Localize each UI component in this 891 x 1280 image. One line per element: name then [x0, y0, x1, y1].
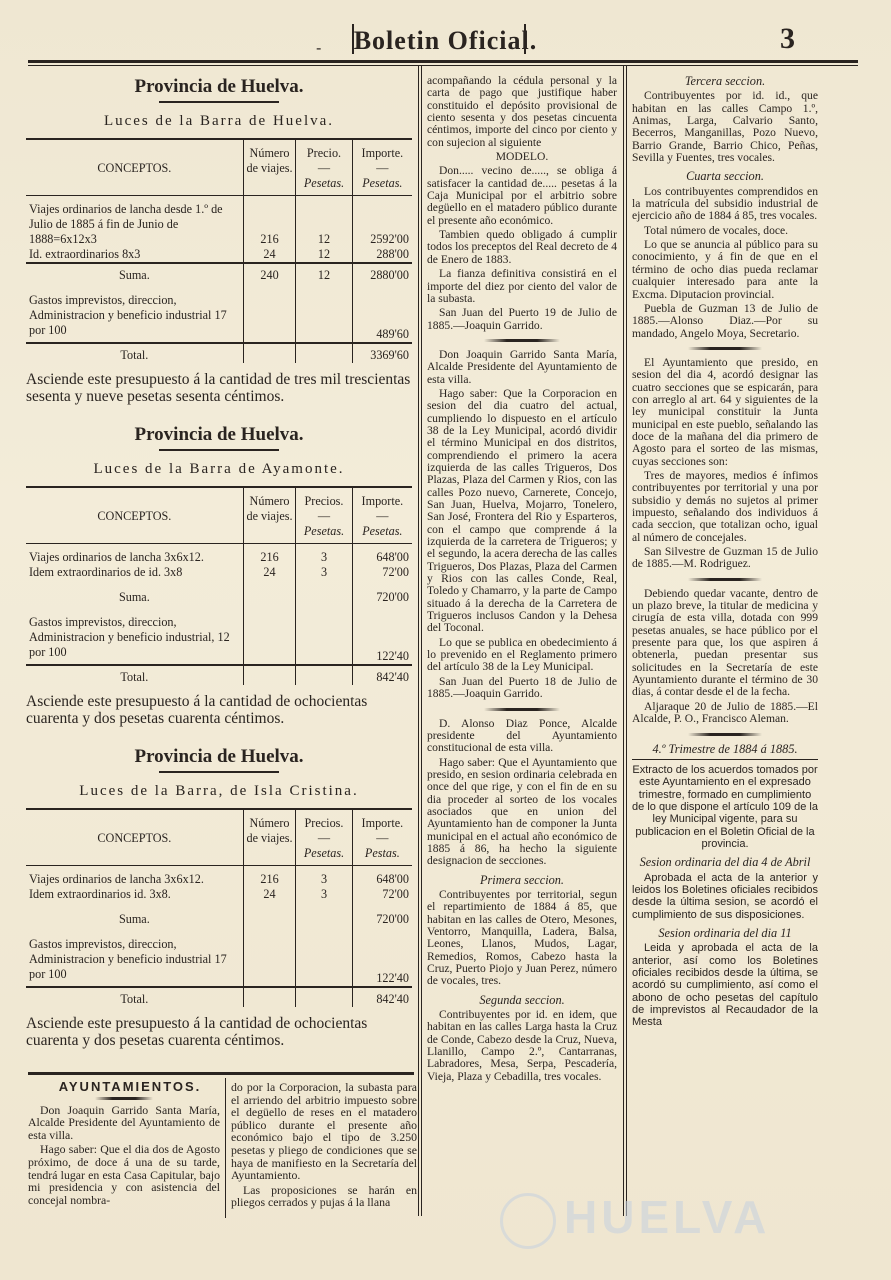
- budget-table: [26, 488, 412, 685]
- budget-summary: Asciende este presupuesto á la cantidad de ochocientas cuarenta y dos pesetas cuarenta céntimos.: [26, 693, 368, 727]
- column-divider-2b: [626, 66, 627, 1216]
- table-row: Viajes ordinarios de lancha 3x6x12. 216 3 648'00: [26, 866, 412, 888]
- col-amount-header: Importe. — Pesetas.: [352, 140, 412, 196]
- page-title: Boletin Oficial.: [353, 26, 538, 55]
- subcolumn-divider: [225, 1078, 226, 1218]
- total-row: Total. 3369'60: [26, 343, 412, 363]
- section-subtitle: Luces de la Barra, de Isla Cristina.: [79, 783, 359, 799]
- section-rule: [28, 1072, 414, 1075]
- header-dash: -: [316, 38, 322, 57]
- column-divider-1: [418, 66, 419, 1216]
- col-amount-header: Importe. — Pestas.: [352, 810, 412, 866]
- col-price-header: Precios. — Pesetas.: [296, 488, 352, 544]
- gastos-row: Gastos imprevistos, direccion, Administracion y beneficio industrial, 12 por 100 122'40: [26, 615, 412, 665]
- suma-row: Suma. 240 12 2880'00: [26, 263, 412, 293]
- section-heading: Primera seccion.: [479, 872, 564, 887]
- column-3: Tercera seccion. Contribuyentes por id. id., que habitan en las calles Campo 1.º, Animas, Larga, Calvario Santo, Becerros, Manganillas, Pozo Nuevo, Barrio Grande, Barrio Chico, Peñas, Sevilla y Fuentes, tres vocales. Cuarta seccion. Los contribuyentes comprendidos en la matrícula del subsidio industrial de ejercicio año de 1884 á 85, tres vocales. Total número de vocales, doce. Lo que se anuncia al público para su conocimiento, y á fin de que en el término de ocho dias pueda reclamar cualquier interesado para ante la Excma. Diputacion provincial. Puebla de Guzman 13 de Julio de 1885.—Alonso Diaz.—Por su mandado, Angelo Moya, Secretario. El Ayuntamiento que presido, en sesion del dia 4, acordó designar las cuatro secciones que se espicarán, para con arreglo al art. 64 y siguientes de la ley municipal constituir la Junta municipal en este pueblo, señalando las doce de la mañana del dia primero de Agosto para el sorteo de las mismas, cuyas secciones son: Tres de mayores, medios é ínfimos contribuyentes por territorial y una por subsidio y demás no sujetos al primer impuesto, señalando dos individuos á cada seccion, que totalizan ocho, igual al número de concejales. San Silvestre de Guzman 15 de Julio de 1885.—M. Rodriguez. Debiendo quedar vacante, dentro de un plazo breve, la titular de medicina y cirugía de esta villa, dotada con 999 pesetas anuales, se hace público por el presente para que, los que aspiren á obtenerla, puedan presentar sus solicitudes en la Secretaría de este Ayuntamiento durante el término de 30 dias, á contar desde el de la fecha. Aljaraque 20 de Julio de 1885.—El Alcalde, P. O., Francisco Aleman. 4.º Trimestre de 1884 á 1885. Extracto de los acuerdos tomados por este Ayuntamiento en el expresado trimestre, formado en cumplimiento de lo que dispone el artículo 109 de la ley Municipal vigente, para su publicacion en el Boletin Oficial de la provincia. Sesion ordinaria del dia 4 de Abril Aprobada el acta de la anterior y leidos los Boletines oficiales recibidos desde la última sesion, se acordó el cumplimiento de sus disposiciones. Sesion ordinaria del dia 11 Leida y aprobada el acta de la anterior, así como los Boletines oficiales recibidos desde la última, se acordó su cumplimiento, así como el abono de ocho pesetas del capítulo de imprevistos al Recaudador de la Mesta: [632, 74, 818, 1029]
- col-amount-header: Importe. — Pesetas.: [352, 488, 412, 544]
- budget-summary: Asciende este presupuesto á la cantidad de tres mil trescientas sesenta y nueve pesetas sesenta céntimos.: [26, 371, 411, 405]
- section-heading: Sesion ordinaria del dia 4 de Abril: [639, 855, 811, 870]
- table-row: Idem extraordinarios de id. 3x8 24 3 72'00: [26, 565, 412, 580]
- column-2: acompañando la cédula personal y la carta de pago que justifique haber constituido el depósito provisional de ciento sesenta y dos pesetas cincuenta céntimos, importe del cinco por ciento y con sujecion al siguiente MODELO. Don..... vecino de....., se obliga á satisfacer la cantidad de..... pesetas á la Caja Municipal por el arbitrio sobre degüello en el matadero público durante el presente año económico. Tambien quedo obligado á cumplir todos los preceptos del Real decreto de 4 de Enero de 1883. La fianza definitiva consistirá en el importe del diez por ciento del valor de la subasta. San Juan del Puerto 19 de Julio de 1885.—Joaquin Garrido. Don Joaquin Garrido Santa María, Alcalde Presidente del Ayuntamiento de esta villa. Hago saber: Que la Corporacion en sesion del dia cuatro del actual, cumpliendo lo dispuesto en el artículo 38 de la Ley Municipal, acordó dividir el término Municipal en dos distritos, comprendiendo el primero la acera izquierda de las calles Trigueros, Dos Plazas, Plaza del Carmen y Rios, con las calles Pozo nuevo, Carnerete, Concejo, San Juan, Huelva, Mojarro, Tonelero, San José, Frontera del Rio y Esparteros, con el campo que comprende á la izquierda de la carretera de Trigueros; y el segundo, la acera derecha de las calles Trigueros, Dos Plazas, Plaza del Carmen y Rios con las calles Conde, Real, Toledo y Chamarro, y la parte de Campo situado á la derecha de la Carretera de Trigueros inclusos Candon y la Dehesa del Toconal. Lo que se publica en obedecimiento á lo prevenido en el Reglamento primero del artículo 38 de la Ley Municipal. San Juan del Puerto 18 de Julio de 1885.—Joaquin Garrido. D. Alonso Diaz Ponce, Alcalde presidente del Ayuntamiento constitucional de esta villa. Hago saber: Que el Ayuntamiento que presido, en sesion ordinaria celebrada en once del que rige, y con el fin de en su dia proceder al sorteo de los vocales asociados que en union del Ayuntamiento han de componer la Junta municipal en el actual año económico de 1885 á 86, ha hecho la siguiente designacion de secciones. Primera seccion. Contribuyentes por territorial, segun el repartimiento de 1884 á 85, que habitan en las calles de Otero, Mesones, Ventorro, Manquilla, Ladera, Balsa, Leones, Llanos, Mudos, Lagar, Remedios, Romos, Cabezo hasta la Cruz, Puerto Piojo y Juan Perez, número de vocales, tres. Segunda seccion. Contribuyentes por id. en idem, que habitan en las calles Larga hasta la Cruz de Conde, Cabezo desde la Cruz, Nueva, Llanillo, Campo 2.º, Cantarranas, Labradores, Mesa, Serpa, Pescadería, Vieja, Plaza y Cebadilla, tres vocales.: [427, 74, 617, 1083]
- gastos-row: Gastos imprevistos, direccion, Administracion y beneficio industrial 17 por 100 122'40: [26, 937, 412, 987]
- ornament-rule: [159, 449, 279, 451]
- col-num-header: Número de viajes.: [243, 140, 296, 196]
- province-heading: Provincia de Huelva.: [134, 746, 304, 767]
- suma-row: Suma. 720'00: [26, 902, 412, 937]
- budget-table: [26, 810, 412, 1007]
- ornament-rule: [159, 771, 279, 773]
- province-heading: Provincia de Huelva.: [134, 76, 304, 97]
- section-heading: 4.º Trimestre de 1884 á 1885.: [652, 741, 798, 756]
- col-num-header: Número de viajes.: [243, 810, 296, 866]
- section-heading: Tercera seccion.: [684, 74, 766, 88]
- section-heading: Sesion ordinaria del dia 11: [658, 925, 792, 940]
- budget-section-isla-cristina: [26, 746, 412, 1049]
- ayuntamientos-heading: AYUNTAMIENTOS.: [58, 1079, 202, 1094]
- gastos-row: Gastos imprevistos, direccion, Administracion y beneficio industrial 17 por 100 489'60: [26, 293, 412, 343]
- table-row: Id. extraordinarios 8x3 24 12 288'00: [26, 247, 412, 263]
- column-divider-2: [623, 66, 624, 1216]
- ornament-rule: [688, 347, 762, 350]
- budget-section-ayamonte: [26, 424, 412, 727]
- province-heading: Provincia de Huelva.: [134, 424, 304, 445]
- section-subtitle: Luces de la Barra de Huelva.: [103, 113, 335, 129]
- budget-section-huelva: [26, 76, 412, 405]
- col-concept-header: CONCEPTOS.: [26, 810, 243, 866]
- header-rule-thin: [28, 65, 858, 66]
- page-number: 3: [780, 22, 795, 55]
- col-concept-header: CONCEPTOS.: [26, 140, 243, 196]
- col-price-header: Precios. — Pesetas.: [296, 810, 352, 866]
- col-num-header: Número de viajes.: [243, 488, 296, 544]
- col-price-header: Precio. — Pesetas.: [296, 140, 352, 196]
- total-row: Total. 842'40: [26, 665, 412, 685]
- header-rule: [28, 60, 858, 63]
- table-row: Viajes ordinarios de lancha desde 1.º de Julio de 1885 á fin de Junio de 1888=6x12x3 216 12 2592'00: [26, 196, 412, 248]
- total-row: Total. 842'40: [26, 987, 412, 1007]
- section-heading: Segunda seccion.: [479, 992, 565, 1007]
- ornament-rule: [159, 101, 279, 103]
- column-divider-1b: [421, 66, 422, 1216]
- ornament-rule: [688, 733, 762, 736]
- crest-icon: [500, 1193, 556, 1249]
- ayuntamientos-left: AYUNTAMIENTOS. Don Joaquin Garrido Santa María, Alcalde Presidente del Ayuntamiento de esta villa. Hago saber: Que el dia dos de Agosto próximo, de doce á una de su tarde, tendrá lugar en esta Casa Capitular, bajo mi presidencia y con asistencia del concejal nombra-: [28, 1079, 220, 1207]
- col-concept-header: CONCEPTOS.: [26, 488, 243, 544]
- budget-summary: Asciende este presupuesto á la cantidad de ochocientas cuarenta y dos pesetas cuarenta céntimos.: [26, 1015, 368, 1049]
- section-heading: Cuarta seccion.: [686, 169, 764, 184]
- ornament-rule: [688, 578, 762, 581]
- table-row: Idem extraordinarios id. 3x8. 24 3 72'00: [26, 887, 412, 902]
- modelo-heading: MODELO.: [495, 150, 549, 164]
- table-row: Viajes ordinarios de lancha 3x6x12. 216 3 648'00: [26, 544, 412, 566]
- ornament-rule: [484, 708, 560, 711]
- suma-row: Suma. 720'00: [26, 580, 412, 615]
- ornament-rule: [484, 339, 560, 342]
- archive-watermark: HUELVA: [500, 1190, 800, 1270]
- budget-table: [26, 140, 412, 363]
- ayuntamientos-right: do por la Corporacion, la subasta para el arriendo del arbitrio impuesto sobre el degüello de reses en el matadero público durante el presente año económico bajo el tipo de 3.250 pesetas y pliego de condiciones que se haya de manifiesto en la Secretaría del Ayuntamiento. Las proposiciones se harán en pliegos cerrados y pujas á la llana: [231, 1080, 417, 1210]
- section-subtitle: Luces de la Barra de Ayamonte.: [93, 461, 345, 477]
